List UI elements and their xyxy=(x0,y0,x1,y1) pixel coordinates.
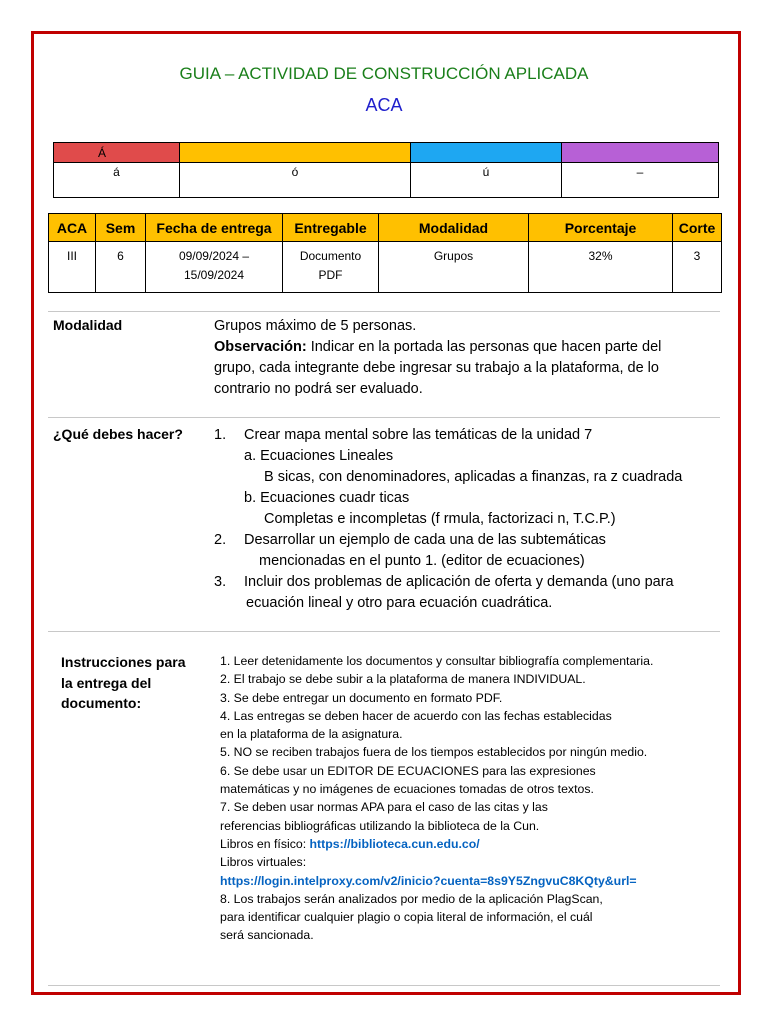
task-item-3 xyxy=(214,572,729,593)
task-item-3-cont: ecuación lineal y otro para ecuación cuadrática. xyxy=(246,595,553,611)
modalidad-line-4: contrario no podrá ser evaluado. xyxy=(214,381,423,397)
instrucciones-label-3: documento: xyxy=(61,695,142,711)
observacion-line xyxy=(214,337,661,358)
header-corte: Corte xyxy=(673,214,722,242)
modalidad-line-3: grupo, cada integrante debe ingresar su trabajo a la plataforma, de lo xyxy=(214,360,659,376)
task-number: 2. xyxy=(214,532,227,548)
divider xyxy=(48,311,720,312)
instrucciones-body xyxy=(220,652,653,945)
instrucciones-label xyxy=(61,652,186,714)
page-title: GUIA – ACTIVIDAD DE CONSTRUCCIÓN APLICADA xyxy=(179,64,589,83)
task-number: 1. xyxy=(214,427,227,443)
fecha-inicio: 09/09/2024 – xyxy=(178,249,250,263)
task-item-1 xyxy=(214,425,729,446)
fecha-fin: 15/09/2024 xyxy=(183,268,245,282)
cell-modalidad: Grupos xyxy=(379,242,529,293)
cell-porcentaje: 32% xyxy=(529,242,673,293)
que-hacer-label: ¿Qué debes hacer? xyxy=(53,426,183,442)
divider xyxy=(48,417,720,418)
task-text: Incluir dos problemas de aplicación de oferta y demanda (uno para xyxy=(244,574,674,590)
entregable-line-2: PDF xyxy=(318,268,343,282)
task-number: 3. xyxy=(214,574,227,590)
symbol-cell: ú xyxy=(411,163,562,198)
color-cell-blue xyxy=(411,143,562,163)
header-sem: Sem xyxy=(96,214,146,242)
color-cell-yellow xyxy=(180,143,411,163)
symbol-cell: ó xyxy=(180,163,411,198)
entregable-line-1: Documento xyxy=(299,249,362,263)
libros-fisico-label: Libros en físico: xyxy=(220,836,310,851)
modalidad-line-1: Grupos máximo de 5 personas. xyxy=(214,318,417,334)
header-modalidad: Modalidad xyxy=(379,214,529,242)
page-subtitle: ACA xyxy=(365,95,403,115)
instruction-line: en la plataforma de la asignatura. xyxy=(220,727,403,742)
task-text: Crear mapa mental sobre las temáticas de la unidad 7 xyxy=(244,427,593,443)
divider xyxy=(48,985,720,986)
modalidad-body xyxy=(214,316,661,400)
header-aca: ACA xyxy=(49,214,96,242)
instruction-line: 4. Las entregas se deben hacer de acuerdo con las fechas establecidas xyxy=(220,708,612,723)
subtask-b: b. Ecuaciones cuadr ticas xyxy=(244,490,410,506)
subtask-a-detail: B sicas, con denominadores, aplicadas a finanzas, ra z cuadrada xyxy=(264,469,683,485)
instruction-line: matemáticas y no imágenes de ecuaciones tomadas de otros textos. xyxy=(220,782,594,797)
subtask-a: a. Ecuaciones Lineales xyxy=(244,448,394,464)
instruction-line: para identificar cualquier plagio o copia literal de información, el cuál xyxy=(220,910,593,925)
cell-entregable xyxy=(283,242,379,293)
instrucciones-label-2: la entrega del xyxy=(61,674,152,691)
instruction-line: 6. Se debe usar un EDITOR DE ECUACIONES para las expresiones xyxy=(220,763,596,778)
header-entregable: Entregable xyxy=(283,214,379,242)
symbol-cell: á xyxy=(54,163,180,198)
cell-aca: III xyxy=(49,242,96,293)
color-legend-table xyxy=(53,142,719,198)
instrucciones-label-1: Instrucciones para xyxy=(61,654,186,670)
instruction-line: 7. Se deben usar normas APA para el caso de las citas y las xyxy=(220,800,548,815)
header-porcentaje: Porcentaje xyxy=(529,214,673,242)
instruction-line: 2. El trabajo se debe subir a la plataforma de manera INDIVIDUAL. xyxy=(220,672,586,687)
subtask-b-detail: Completas e incompletas (f rmula, factorizaci n, T.C.P.) xyxy=(264,511,616,527)
instruction-line: 5. NO se reciben trabajos fuera de los tiempos establecidos por ningún medio. xyxy=(220,745,648,760)
cell-corte: 3 xyxy=(673,242,722,293)
color-cell-purple xyxy=(562,143,719,163)
intelproxy-link[interactable]: https://login.intelproxy.com/v2/inicio?cuenta=8s9Y5ZngvuC8KQty&url= xyxy=(220,873,637,888)
instruction-line: 1. Leer detenidamente los documentos y consultar bibliografía complementaria. xyxy=(220,654,654,668)
instruction-line: referencias bibliográficas utilizando la biblioteca de la Cun. xyxy=(220,818,540,833)
task-item-2-cont: mencionadas en el punto 1. (editor de ecuaciones) xyxy=(259,553,585,569)
cell-sem: 6 xyxy=(96,242,146,293)
observacion-text: Indicar en la portada las personas que hacen parte del xyxy=(306,339,662,355)
libros-virtuales-label: Libros virtuales: xyxy=(220,855,307,870)
symbol-cell: – xyxy=(562,163,719,198)
instruction-line: será sancionada. xyxy=(220,928,314,943)
que-hacer-body xyxy=(214,425,729,614)
cell-fecha xyxy=(146,242,283,293)
activity-info-table xyxy=(48,213,722,293)
modalidad-label: Modalidad xyxy=(53,317,123,333)
biblioteca-link[interactable]: https://biblioteca.cun.edu.co/ xyxy=(309,836,480,851)
color-cell-red: Á xyxy=(54,143,180,163)
observacion-label: Observación: xyxy=(214,339,307,355)
task-item-2 xyxy=(214,530,729,551)
header-fecha: Fecha de entrega xyxy=(146,214,283,242)
libros-fisico-line xyxy=(220,835,653,853)
instruction-line: 8. Los trabajos serán analizados por medio de la aplicación PlagScan, xyxy=(220,891,603,906)
divider xyxy=(48,631,720,632)
instruction-line: 3. Se debe entregar un documento en formato PDF. xyxy=(220,690,503,705)
task-text: Desarrollar un ejemplo de cada una de las subtemáticas xyxy=(244,532,606,548)
